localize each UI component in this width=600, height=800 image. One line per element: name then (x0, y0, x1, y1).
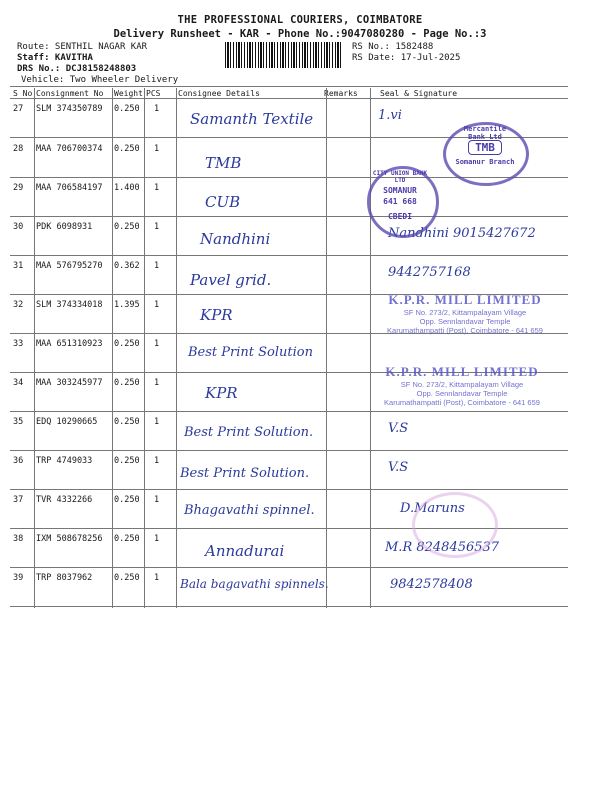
consignee-handwritten: Best Print Solution. (180, 466, 310, 481)
receiver-signature: 1.vi (378, 108, 402, 123)
consignee-handwritten: KPR (200, 306, 233, 324)
serial-number: 34 (13, 378, 24, 388)
tmb-logo: TMB (468, 140, 502, 155)
drs-label: DRS No.: DCJ8158248803 (17, 64, 137, 74)
serial-number: 39 (13, 573, 24, 583)
consignment-number: MAA 651310923 (36, 339, 103, 349)
consignee-handwritten: CUB (205, 193, 241, 211)
consignment-number: MAA 706700374 (36, 144, 103, 154)
serial-number: 29 (13, 183, 24, 193)
company-title: THE PROFESSIONAL COURIERS, COIMBATORE (177, 14, 423, 26)
col-remarks: Remarks (324, 89, 358, 98)
pcs-count: 1 (154, 573, 160, 583)
rs-number: RS No.: 1582488 (352, 42, 434, 52)
consignment-number: MAA 576795270 (36, 261, 103, 271)
consignment-number: EDQ 10290665 (36, 417, 98, 427)
consignee-handwritten: KPR (205, 384, 238, 402)
consignee-handwritten: Nandhini (200, 230, 271, 248)
kpr-mill-stamp (352, 364, 572, 407)
table-row (10, 411, 568, 450)
table-row (10, 450, 568, 489)
kpr-mill-stamp (360, 292, 570, 335)
col-seal: Seal & Signature (380, 89, 458, 98)
weight-value: 0.250 (114, 144, 140, 154)
weight-value: 1.395 (114, 300, 140, 310)
col-pcs: PCS (146, 89, 161, 98)
consignment-number: SLM 374334018 (36, 300, 103, 310)
receiver-signature: V.S (388, 421, 409, 436)
kpr-stamp-line: Karumathampatti (Post), Coimbatore - 641 659 (384, 398, 540, 407)
kpr-stamp-name: K.P.R. MILL LIMITED (385, 364, 539, 379)
cub-seal-pin: 641 668 (383, 197, 417, 206)
consignment-number: TVR 4332266 (36, 495, 93, 505)
weight-value: 0.250 (114, 534, 140, 544)
pcs-count: 1 (154, 534, 160, 544)
consignment-number: PDK 6098931 (36, 222, 93, 232)
vehicle-label: Vehicle: Two Wheeler Delivery (21, 75, 179, 85)
faded-seal (412, 492, 498, 558)
pcs-count: 1 (154, 378, 160, 388)
barcode (225, 42, 343, 68)
weight-value: 0.250 (114, 495, 140, 505)
pcs-count: 1 (154, 144, 160, 154)
pcs-count: 1 (154, 339, 160, 349)
serial-number: 27 (13, 104, 24, 114)
consignment-number: SLM 374350789 (36, 104, 103, 114)
weight-value: 0.250 (114, 222, 140, 232)
tmb-seal-top: Mercantile Bank Ltd (463, 125, 507, 141)
receiver-signature: Nandhini 9015427672 (388, 226, 536, 241)
weight-value: 0.250 (114, 378, 140, 388)
route-label: Route: SENTHIL NAGAR KAR (17, 42, 148, 52)
cub-seal-city: SOMANUR (383, 186, 417, 195)
receiver-signature: 9442757168 (388, 265, 471, 280)
cub-seal-ring: CITY UNION BANK LTD (372, 170, 428, 184)
receiver-signature: V.S (388, 460, 409, 475)
kpr-stamp-line: Opp. Sennlandavar Temple (419, 317, 511, 326)
kpr-stamp-line: SF No. 273/2, Kittampalayam Village (403, 308, 527, 317)
consignee-handwritten: Annadurai (205, 542, 285, 560)
col-sno: S No (13, 89, 33, 98)
pcs-count: 1 (154, 222, 160, 232)
kpr-stamp-line: Opp. Sennlandavar Temple (416, 389, 508, 398)
col-consignee: Consignee Details (178, 89, 260, 98)
consignment-number: MAA 303245977 (36, 378, 103, 388)
serial-number: 33 (13, 339, 24, 349)
weight-value: 0.250 (114, 339, 140, 349)
consignment-number: MAA 706584197 (36, 183, 103, 193)
staff-label: Staff: KAVITHA (17, 53, 93, 63)
table-row (10, 255, 568, 294)
receiver-signature: 9842578408 (390, 577, 473, 592)
table-row (10, 567, 568, 606)
weight-value: 0.250 (114, 104, 140, 114)
consignee-handwritten: Best Print Solution (188, 345, 313, 360)
serial-number: 31 (13, 261, 24, 271)
pcs-count: 1 (154, 300, 160, 310)
pcs-count: 1 (154, 456, 160, 466)
col-consignment: Consignment No (36, 89, 104, 98)
row-divider (10, 606, 568, 607)
weight-value: 0.362 (114, 261, 140, 271)
pcs-count: 1 (154, 495, 160, 505)
pcs-count: 1 (154, 104, 160, 114)
kpr-stamp-line: Karumathampatti (Post), Coimbatore - 641 659 (387, 326, 543, 335)
serial-number: 30 (13, 222, 24, 232)
consignee-handwritten: Best Print Solution. (184, 425, 314, 440)
rs-date: RS Date: 17-Jul-2025 (352, 53, 461, 63)
consignee-handwritten: Bala bagavathi spinnels. (180, 577, 329, 591)
serial-number: 32 (13, 300, 24, 310)
serial-number: 36 (13, 456, 24, 466)
cub-seal-code: CBEDI (387, 212, 413, 221)
consignment-number: TRP 8037962 (36, 573, 93, 583)
serial-number: 35 (13, 417, 24, 427)
kpr-stamp-name: K.P.R. MILL LIMITED (388, 292, 542, 307)
consignee-handwritten: TMB (205, 154, 242, 172)
serial-number: 38 (13, 534, 24, 544)
weight-value: 0.250 (114, 573, 140, 583)
receiver-signature: M.R 8248456537 (385, 540, 500, 555)
consignee-handwritten: Bhagavathi spinnel. (184, 503, 315, 518)
col-weight: Weight (114, 89, 143, 98)
weight-value: 1.400 (114, 183, 140, 193)
serial-number: 28 (13, 144, 24, 154)
consignment-number: TRP 4749033 (36, 456, 93, 466)
consignee-handwritten: Samanth Textile (190, 110, 314, 128)
serial-number: 37 (13, 495, 24, 505)
weight-value: 0.250 (114, 417, 140, 427)
pcs-count: 1 (154, 183, 160, 193)
pcs-count: 1 (154, 261, 160, 271)
consignee-handwritten: Pavel grid. (190, 271, 272, 289)
pcs-count: 1 (154, 417, 160, 427)
table-top-line (10, 86, 568, 87)
tmb-seal-branch: Somanur Branch (455, 158, 515, 166)
receiver-signature: D.Maruns (400, 501, 465, 516)
kpr-stamp-line: SF No. 273/2, Kittampalayam Village (400, 380, 524, 389)
runsheet-subtitle: Delivery Runsheet - KAR - Phone No.:9047080280 - Page No.:3 (113, 28, 487, 40)
weight-value: 0.250 (114, 456, 140, 466)
table-row (10, 216, 568, 255)
consignment-number: IXM 508678256 (36, 534, 103, 544)
